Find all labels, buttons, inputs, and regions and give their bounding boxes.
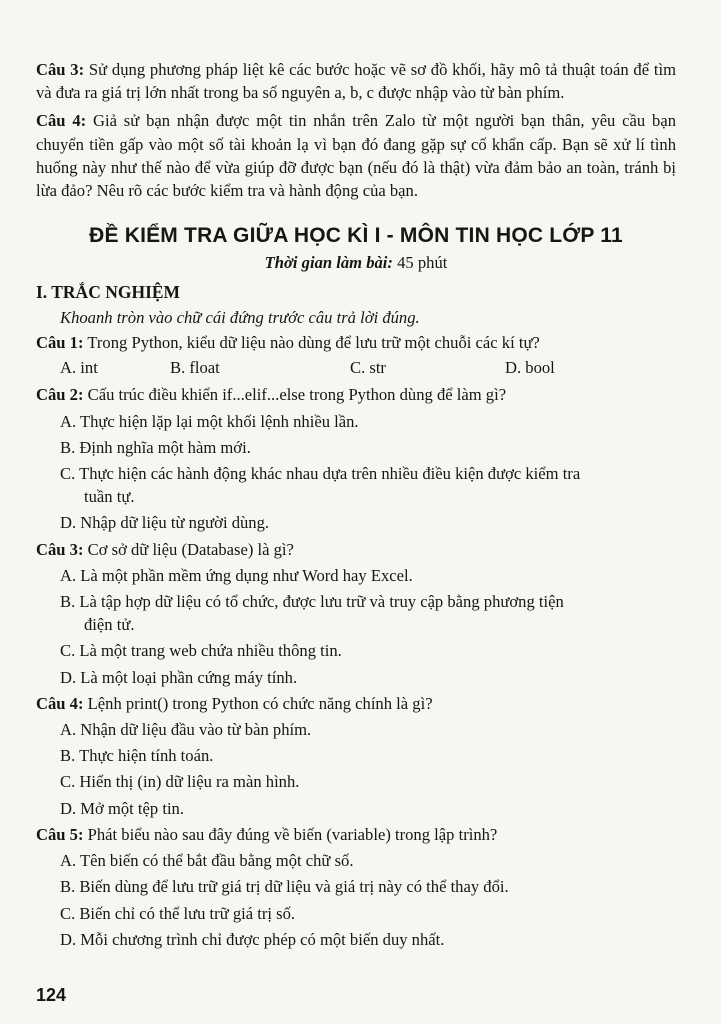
- q3-option-b: [36, 590, 676, 636]
- exam-time: [36, 251, 676, 274]
- question-5: [36, 823, 676, 846]
- question-text: Phát biểu nào sau đây đúng về biến (variable) trong lập trình?: [87, 824, 498, 844]
- exam-title: ĐỀ KIỂM TRA GIỮA HỌC KÌ I - MÔN TIN HỌC LỚP 11: [89, 224, 623, 248]
- question-text: Lệnh print() trong Python có chức năng chính là gì?: [87, 693, 433, 713]
- option-a: A. int: [60, 358, 98, 378]
- q5-option-c: C. Biến chỉ có thể lưu trữ giá trị số.: [60, 903, 296, 923]
- page-content: [36, 58, 676, 954]
- question-1: [36, 331, 676, 354]
- q4-option-d: D. Mở một tệp tin.: [60, 798, 185, 818]
- q4-option-c: C. Hiển thị (in) dữ liệu ra màn hình.: [60, 772, 300, 792]
- q4-option-a: A. Nhận dữ liệu đầu vào từ bàn phím.: [60, 720, 312, 740]
- question-2: [36, 383, 676, 406]
- q3-option-a: A. Là một phần mềm ứng dụng như Word hay Excel.: [60, 565, 413, 585]
- question-number: Câu 2:: [36, 385, 84, 405]
- q2-option-a: A. Thực hiện lặp lại một khối lệnh nhiều lần.: [60, 411, 359, 431]
- question-number: Câu 1:: [36, 333, 84, 353]
- option-text-cont: tuần tự.: [84, 487, 135, 507]
- option-b: B. float: [170, 358, 220, 378]
- option-c: C. str: [350, 358, 386, 378]
- question-number: Câu 3:: [36, 539, 84, 559]
- q2-option-c: [36, 462, 676, 508]
- time-value: 45 phút: [397, 253, 448, 273]
- question-number: Câu 4:: [36, 693, 84, 713]
- q5-option-d: D. Mỗi chương trình chỉ được phép có một biến duy nhất.: [60, 929, 445, 949]
- question-text: Cơ sở dữ liệu (Database) là gì?: [87, 539, 294, 559]
- option-text: C. Thực hiện các hành động khác nhau dựa trên nhiều điều kiện được kiểm tra: [60, 464, 581, 484]
- q2-option-b: B. Định nghĩa một hàm mới.: [60, 437, 251, 457]
- question-top-4: [36, 109, 676, 202]
- q1-options: [36, 356, 676, 379]
- question-top-3: [36, 58, 676, 104]
- question-text: Cấu trúc điều khiển if...elif...else trong Python dùng để làm gì?: [87, 385, 507, 405]
- question-3: [36, 538, 676, 561]
- question-number: Câu 3:: [36, 60, 85, 79]
- question-text: Sử dụng phương pháp liệt kê các bước hoặc vẽ sơ đồ khối, hãy mô tả thuật toán để tìm và đưa ra giá trị lớn nhất trong ba số nguyên a, b, c được nhập vào từ bàn phím.: [36, 60, 677, 103]
- question-number: Câu 5:: [36, 824, 84, 844]
- option-text-cont: điện tử.: [84, 615, 135, 635]
- q3-option-c: C. Là một trang web chứa nhiều thông tin.: [60, 641, 342, 661]
- q4-option-b: B. Thực hiện tính toán.: [60, 746, 214, 766]
- q5-option-a: A. Tên biến có thể bắt đầu bằng một chữ số.: [60, 851, 354, 871]
- instruction: Khoanh tròn vào chữ cái đứng trước câu trả lời đúng.: [60, 307, 420, 327]
- time-label: Thời gian làm bài:: [264, 253, 393, 273]
- q5-option-b: B. Biến dùng để lưu trữ giá trị dữ liệu và giá trị này có thể thay đổi.: [60, 877, 509, 897]
- question-text: Giả sử bạn nhận được một tin nhắn trên Zalo từ một người bạn thân, yêu cầu bạn chuyển tiền gấp vào một số tài khoản lạ vì bạn đó đang gặp sự cố khẩn cấp. Bạn sẽ xử lí tình huống này như thế nào để vừa giúp đỡ được bạn (nếu đó là thật) vừa đảm bảo an toàn, tránh bị lừa đảo? Nêu rõ các bước kiểm tra và hành động của bạn.: [36, 111, 677, 201]
- section-title: I. TRẮC NGHIỆM: [36, 281, 181, 302]
- option-d: D. bool: [505, 358, 555, 378]
- q3-option-d: D. Là một loại phần cứng máy tính.: [60, 667, 298, 687]
- page-number: 124: [36, 985, 67, 1005]
- q2-option-d: D. Nhập dữ liệu từ người dùng.: [60, 513, 270, 533]
- question-4: [36, 692, 676, 715]
- question-text: Trong Python, kiểu dữ liệu nào dùng để lưu trữ một chuỗi các kí tự?: [87, 333, 540, 353]
- option-text: B. Là tập hợp dữ liệu có tổ chức, được lưu trữ và truy cập bằng phương tiện: [60, 592, 564, 612]
- question-number: Câu 4:: [36, 111, 87, 131]
